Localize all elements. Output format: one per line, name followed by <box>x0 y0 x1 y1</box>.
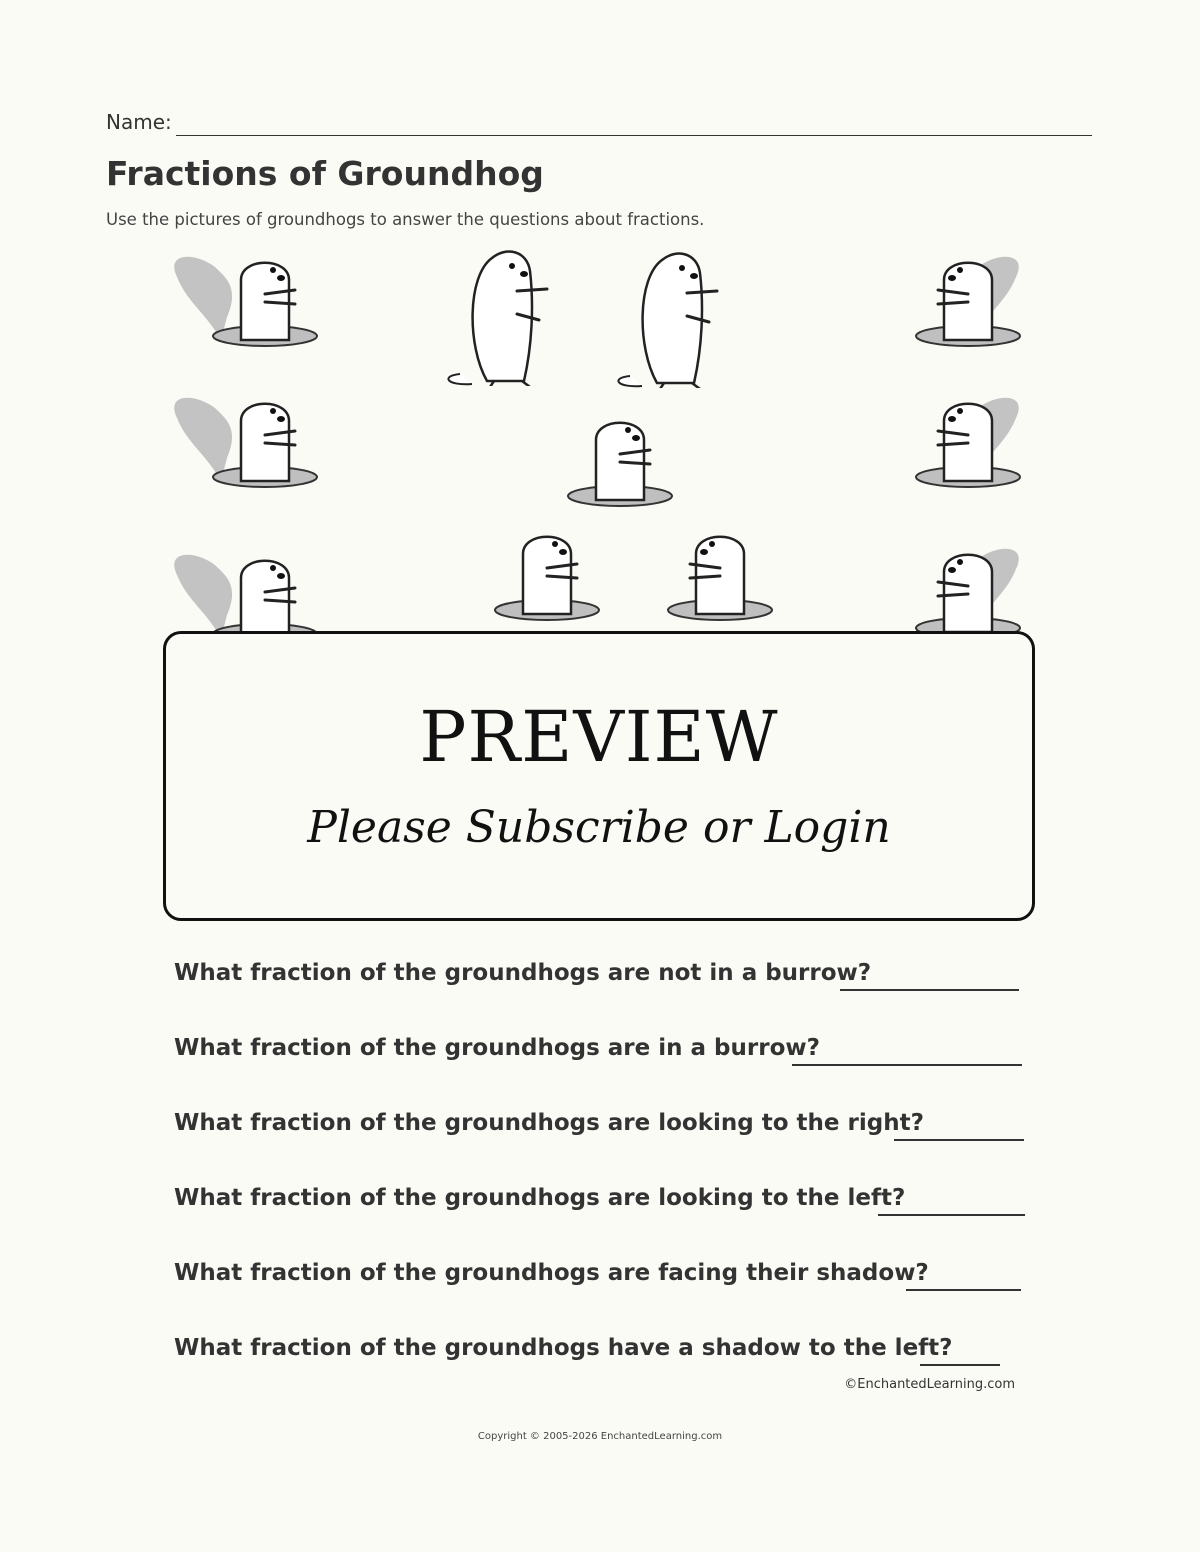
answer-line-1[interactable] <box>840 989 1019 991</box>
copyright: Copyright © 2005-2026 EnchantedLearning.com <box>477 1431 723 1442</box>
answer-line-6[interactable] <box>920 1364 1000 1366</box>
name-label: Name: <box>106 110 172 134</box>
page-title: Fractions of Groundhog <box>106 154 544 193</box>
answer-line-4[interactable] <box>878 1214 1025 1216</box>
preview-subtitle[interactable]: Please Subscribe or Login <box>307 802 891 853</box>
answer-line-5[interactable] <box>906 1289 1021 1291</box>
preview-title: PREVIEW <box>419 696 779 778</box>
answer-line-2[interactable] <box>792 1064 1022 1066</box>
answer-line-3[interactable] <box>894 1139 1024 1141</box>
instructions: Use the pictures of groundhogs to answer the questions about fractions. <box>106 210 705 229</box>
groundhog-burrow-1 <box>165 232 325 382</box>
question-5: What fraction of the groundhogs are facing their shadow? <box>174 1260 929 1286</box>
groundhog-burrow-7 <box>868 373 1028 523</box>
question-2: What fraction of the groundhogs are in a burrow? <box>174 1035 820 1061</box>
groundhog-burrow-4 <box>868 232 1028 382</box>
groundhog-standing-2 <box>432 236 592 386</box>
question-3: What fraction of the groundhogs are looking to the right? <box>174 1110 924 1136</box>
groundhog-burrow-5 <box>165 373 325 523</box>
groundhog-standing-3 <box>602 238 762 388</box>
credit[interactable]: ©EnchantedLearning.com <box>844 1377 1015 1392</box>
question-6: What fraction of the groundhogs have a shadow to the left? <box>174 1335 953 1361</box>
preview-overlay[interactable] <box>163 631 1035 921</box>
question-1: What fraction of the groundhogs are not in a burrow? <box>174 960 872 986</box>
question-4: What fraction of the groundhogs are looking to the left? <box>174 1185 906 1211</box>
name-field-line[interactable] <box>176 135 1092 136</box>
